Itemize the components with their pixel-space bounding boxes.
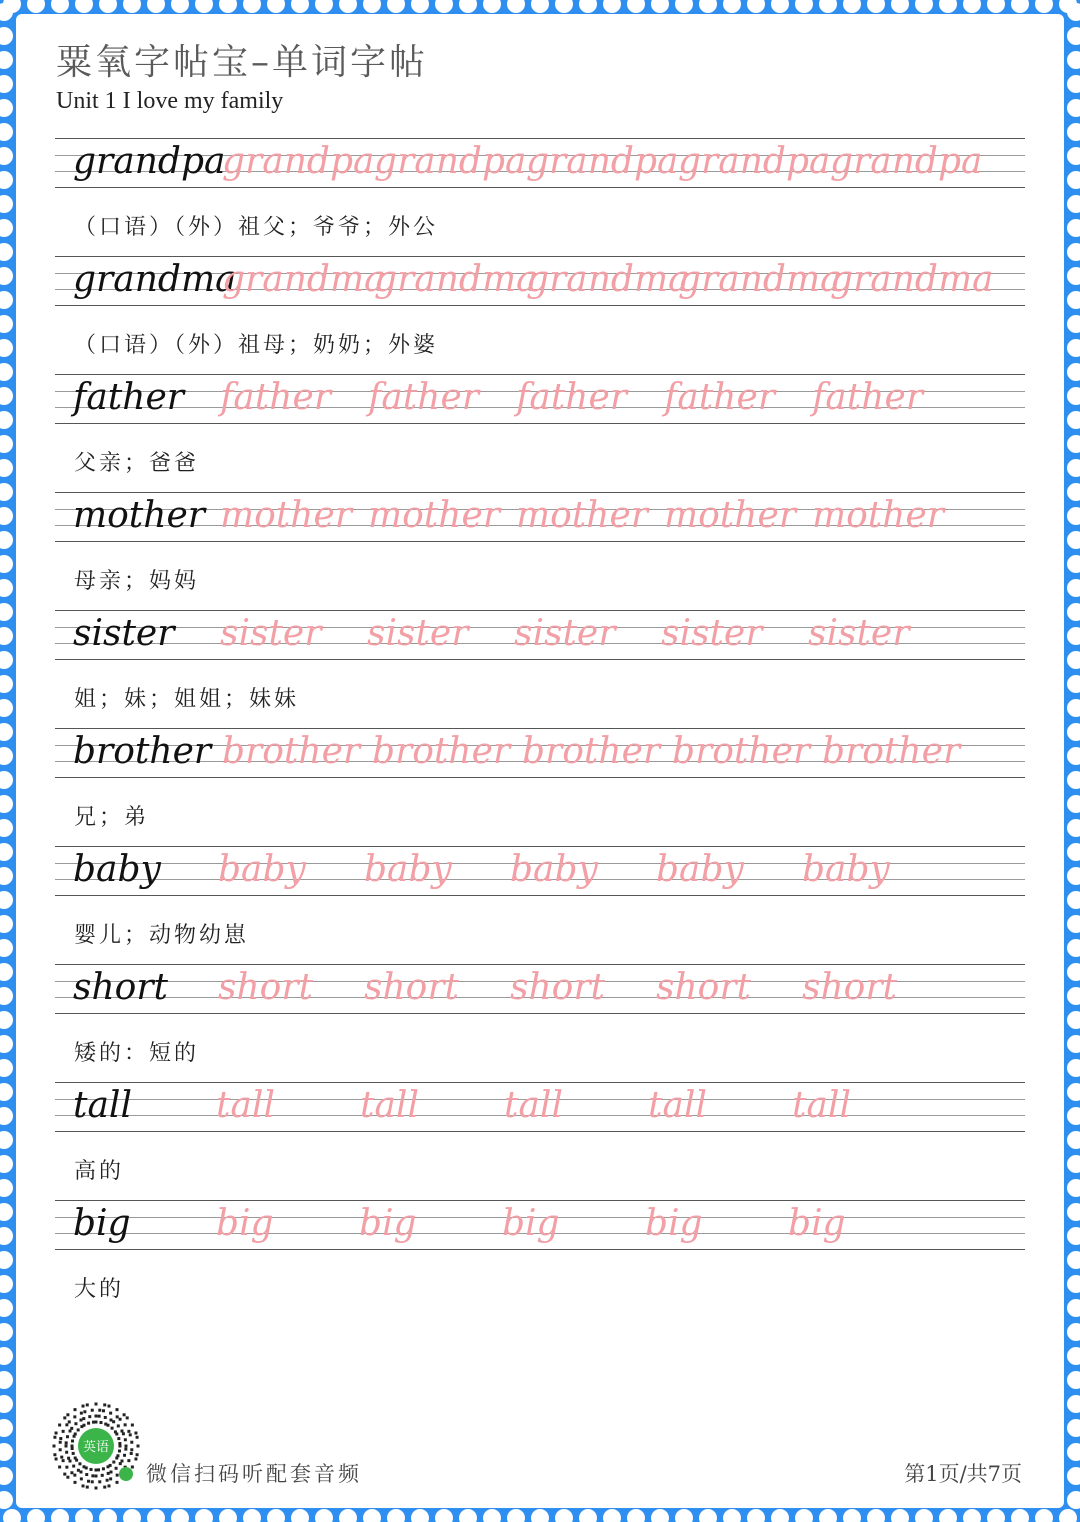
trace-word[interactable]: sister (661, 613, 763, 654)
guide-line (55, 1082, 1025, 1083)
model-word: mother (73, 495, 205, 536)
trace-word[interactable]: brother (522, 731, 661, 772)
model-word: sister (73, 613, 175, 654)
word-meaning: 高的 (74, 1159, 125, 1184)
trace-word[interactable]: mother (664, 495, 796, 536)
trace-word[interactable]: sister (808, 613, 910, 654)
guide-line (55, 138, 1025, 139)
word-meaning: 大的 (74, 1277, 125, 1302)
model-word: baby (73, 849, 161, 890)
trace-word[interactable]: baby (364, 849, 452, 890)
writing-row (55, 1082, 1025, 1132)
model-word: father (73, 377, 184, 418)
trace-word[interactable]: baby (510, 849, 598, 890)
trace-word[interactable]: grandma (374, 259, 538, 300)
trace-word[interactable]: baby (802, 849, 890, 890)
trace-word[interactable]: tall (504, 1085, 563, 1126)
trace-word[interactable]: sister (367, 613, 469, 654)
trace-word[interactable]: tall (216, 1085, 275, 1126)
guide-line (55, 305, 1025, 306)
word-meaning: （口语）（外）祖父；爷爷；外公 (74, 215, 439, 240)
model-word: grandpa (73, 141, 226, 182)
guide-line (55, 777, 1025, 778)
word-meaning: 母亲；妈妈 (74, 569, 200, 594)
trace-word[interactable]: father (220, 377, 331, 418)
writing-row (55, 846, 1025, 896)
trace-word[interactable]: father (516, 377, 627, 418)
writing-row (55, 492, 1025, 542)
model-word: grandma (73, 259, 237, 300)
model-word: big (73, 1203, 131, 1244)
trace-word[interactable]: grandpa (222, 141, 375, 182)
trace-word[interactable]: brother (222, 731, 361, 772)
trace-word[interactable]: mother (368, 495, 500, 536)
trace-word[interactable]: grandpa (374, 141, 527, 182)
trace-word[interactable]: father (812, 377, 923, 418)
guide-line (55, 1131, 1025, 1132)
guide-line (55, 728, 1025, 729)
trace-word[interactable]: short (364, 967, 460, 1008)
guide-line (55, 1013, 1025, 1014)
qr-code-icon[interactable] (50, 1400, 142, 1492)
trace-word[interactable]: tall (792, 1085, 851, 1126)
qr-badge-label: 英语 (82, 1440, 110, 1455)
trace-word[interactable]: big (645, 1203, 703, 1244)
trace-word[interactable]: grandma (830, 259, 994, 300)
trace-word[interactable]: grandpa (526, 141, 679, 182)
trace-word[interactable]: brother (372, 731, 511, 772)
trace-word[interactable]: baby (218, 849, 306, 890)
trace-word[interactable]: short (510, 967, 606, 1008)
trace-word[interactable]: grandma (222, 259, 386, 300)
word-meaning: （口语）（外）祖母；奶奶；外婆 (74, 333, 439, 358)
writing-row (55, 256, 1025, 306)
guide-line (55, 610, 1025, 611)
guide-line (55, 964, 1025, 965)
trace-word[interactable]: sister (220, 613, 322, 654)
writing-row (55, 138, 1025, 188)
trace-word[interactable]: big (359, 1203, 417, 1244)
model-word: short (73, 967, 169, 1008)
trace-word[interactable]: short (656, 967, 752, 1008)
writing-row (55, 728, 1025, 778)
word-meaning: 姐；妹；姐姐；妹妹 (74, 687, 300, 712)
trace-word[interactable]: father (664, 377, 775, 418)
trace-word[interactable]: sister (514, 613, 616, 654)
trace-word[interactable]: father (368, 377, 479, 418)
writing-row (55, 374, 1025, 424)
word-meaning: 婴儿；动物幼崽 (74, 923, 250, 948)
trace-word[interactable]: big (502, 1203, 560, 1244)
trace-word[interactable]: grandpa (830, 141, 983, 182)
trace-word[interactable]: mother (812, 495, 944, 536)
trace-word[interactable]: short (218, 967, 314, 1008)
trace-word[interactable]: tall (360, 1085, 419, 1126)
guide-line (55, 187, 1025, 188)
word-meaning: 矮的：短的 (74, 1041, 200, 1066)
word-meaning: 兄；弟 (74, 805, 150, 830)
guide-line (55, 659, 1025, 660)
unit-subtitle: Unit 1 I love my family (56, 88, 284, 114)
writing-row (55, 610, 1025, 660)
trace-word[interactable]: grandma (678, 259, 842, 300)
guide-line (55, 895, 1025, 896)
trace-word[interactable]: mother (220, 495, 352, 536)
trace-word[interactable]: short (802, 967, 898, 1008)
writing-row (55, 1200, 1025, 1250)
word-meaning: 父亲；爸爸 (74, 451, 200, 476)
guide-line (55, 256, 1025, 257)
trace-word[interactable]: grandpa (678, 141, 831, 182)
trace-word[interactable]: mother (516, 495, 648, 536)
trace-word[interactable]: grandma (526, 259, 690, 300)
writing-row (55, 964, 1025, 1014)
trace-word[interactable]: big (788, 1203, 846, 1244)
scan-instruction: 微信扫码听配套音频 (146, 1462, 362, 1486)
guide-line (55, 1249, 1025, 1250)
trace-word[interactable]: brother (822, 731, 961, 772)
page-indicator: 第1页/共7页 (904, 1462, 1022, 1486)
guide-line (55, 541, 1025, 542)
trace-word[interactable]: brother (672, 731, 811, 772)
guide-line (55, 1200, 1025, 1201)
page-title: 粟氧字帖宝–单词字帖 (56, 42, 429, 83)
guide-line (55, 846, 1025, 847)
guide-line (55, 492, 1025, 493)
model-word: brother (73, 731, 212, 772)
trace-word[interactable]: tall (648, 1085, 707, 1126)
trace-word[interactable]: big (216, 1203, 274, 1244)
model-word: tall (73, 1085, 132, 1126)
guide-line (55, 423, 1025, 424)
guide-line (55, 374, 1025, 375)
trace-word[interactable]: baby (656, 849, 744, 890)
